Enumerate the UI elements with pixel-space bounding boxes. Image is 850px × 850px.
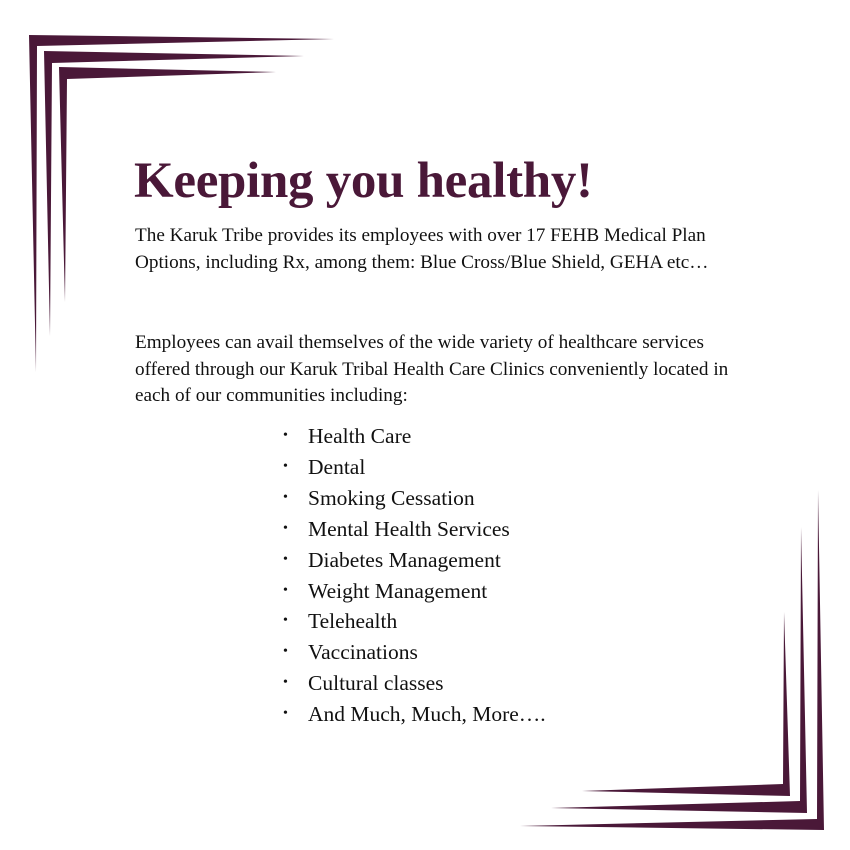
list-item <box>282 452 546 483</box>
list-item <box>282 606 546 637</box>
bottom-right-corner-ornament <box>520 490 824 830</box>
corner-stripe <box>582 612 790 796</box>
service-label: Smoking Cessation <box>308 485 475 510</box>
plan-options-paragraph: The Karuk Tribe provides its employees with over 17 FEHB Medical Plan Options, including Rx, among them: Blue Cross/Blue Shield, GEHA etc… <box>135 225 709 273</box>
bullet-icon: • <box>283 706 288 722</box>
service-label: Diabetes Management <box>308 547 501 572</box>
bullet-icon: • <box>283 582 288 598</box>
list-item <box>282 483 546 514</box>
bullet-icon: • <box>283 428 288 443</box>
bullet-icon: • <box>283 675 288 691</box>
list-item <box>282 421 546 452</box>
services-list <box>282 421 546 730</box>
service-label: Dental <box>308 454 366 479</box>
service-label: Mental Health Services <box>308 516 510 541</box>
bullet-icon: • <box>283 551 288 567</box>
service-label: And Much, Much, More…. <box>308 702 546 727</box>
service-label: Health Care <box>308 424 412 448</box>
page-title: Keeping you healthy! <box>134 153 593 209</box>
bullet-icon: • <box>283 458 288 474</box>
list-item <box>282 699 546 730</box>
corner-stripe <box>551 527 807 813</box>
bullet-icon: • <box>283 644 288 660</box>
list-item <box>282 637 546 668</box>
service-label: Cultural classes <box>308 671 444 696</box>
list-item <box>282 576 546 607</box>
bullet-icon: • <box>283 489 288 505</box>
service-label: Weight Management <box>308 578 488 603</box>
service-label: Vaccinations <box>308 640 418 665</box>
bullet-icon: • <box>283 613 288 629</box>
clinic-services-paragraph: Employees can avail themselves of the wide variety of healthcare services offered through our Karuk Tribal Health Care Clinics conveniently located in each of our communities including: <box>135 332 729 406</box>
list-item <box>282 545 546 576</box>
service-label: Telehealth <box>308 609 398 634</box>
list-item <box>282 514 546 545</box>
list-item <box>282 668 546 699</box>
corner-stripe <box>520 490 824 830</box>
bullet-icon: • <box>283 520 288 536</box>
